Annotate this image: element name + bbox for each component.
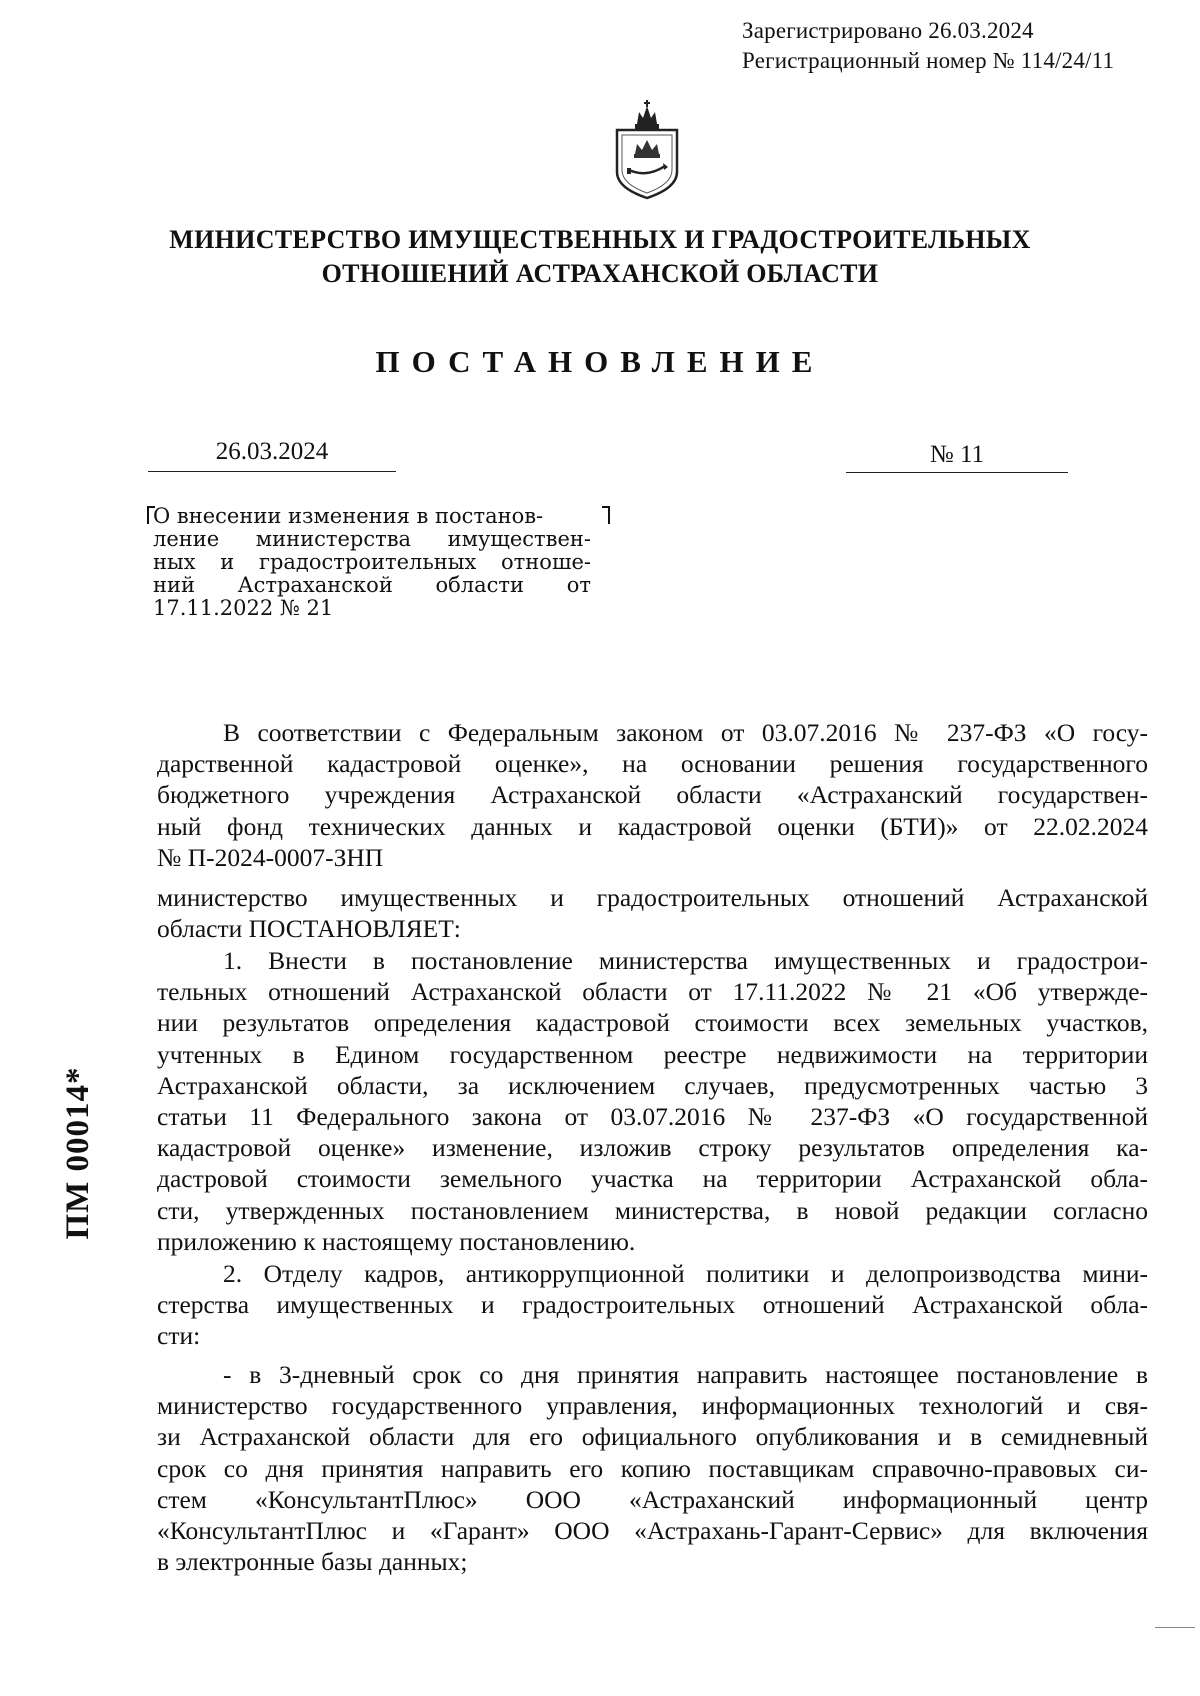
resolves-paragraph <box>157 882 1148 944</box>
body-line: № П-2024-0007-ЗНП <box>157 842 384 872</box>
document-type-heading: ПОСТАНОВЛЕНИЕ <box>375 344 825 379</box>
astrakhan-coat-of-arms-icon <box>613 100 681 200</box>
subject-line: О внесении изменения в постанов- <box>153 504 544 528</box>
document-number: № 11 <box>846 440 1068 473</box>
registration-stamp <box>742 16 1172 76</box>
body-line: В соответствии с Федеральным законом от 03.07.2016 № 237-ФЗ «О госу- <box>223 718 1148 747</box>
form-code-stamp: ПМ 00014* <box>60 1066 96 1240</box>
body-line: дастровой стоимости земельного участка на территории Астраханской обла- <box>157 1164 1148 1194</box>
body-line: нии результатов определения кадастровой стоимости всех земельных участков, <box>157 1008 1148 1038</box>
subject-bracket-right <box>602 506 610 524</box>
body-line: бюджетного учреждения Астраханской области «Астраханский государствен- <box>157 780 1148 810</box>
ministry-title-line-1: МИНИСТЕРСТВО ИМУЩЕСТВЕННЫХ И ГРАДОСТРОИТЕЛЬНЫХ <box>169 225 1031 254</box>
body-line: в электронные базы данных; <box>157 1547 468 1577</box>
page-edge-mark <box>1155 1627 1195 1628</box>
body-line: 1. Внести в постановление министерства имущественных и градострои- <box>223 946 1148 975</box>
body-line: статьи 11 Федерального закона от 03.07.2016 № 237-ФЗ «О государственной <box>157 1102 1148 1132</box>
document-subject <box>153 505 591 620</box>
body-line: области ПОСТАНОВЛЯЕТ: <box>157 914 461 944</box>
body-line: 2. Отделу кадров, антикоррупционной политики и делопроизводства мини- <box>223 1259 1148 1288</box>
subject-line: 17.11.2022 № 21 <box>153 596 334 620</box>
body-line: стем «КонсультантПлюс» ООО «Астраханский информационный центр <box>157 1484 1148 1514</box>
subject-line: ление министерства имуществен- <box>153 527 591 551</box>
subject-line: ний Астраханской области от <box>153 573 591 597</box>
body-line: кадастровой оценке» изменение, изложив строку результатов определения ка- <box>157 1133 1148 1163</box>
body-line: зи Астраханской области для его официального опубликования и в семидневный <box>157 1422 1148 1452</box>
body-line: учтенных в Едином государственном реестре недвижимости на территории <box>157 1039 1148 1069</box>
ministry-title-line-2: ОТНОШЕНИЙ АСТРАХАНСКОЙ ОБЛАСТИ <box>321 259 879 288</box>
document-date: 26.03.2024 <box>148 437 396 472</box>
registration-number: Регистрационный номер № 114/24/11 <box>742 48 1115 73</box>
body-line: министерство государственного управления, информационных технологий и свя- <box>157 1391 1148 1421</box>
body-line: дарственной кадастровой оценке», на основании решения государственного <box>157 749 1148 779</box>
body-line: сти: <box>157 1321 201 1351</box>
body-line: тельных отношений Астраханской области от 17.11.2022 № 21 «Об утвержде- <box>157 977 1148 1007</box>
body-line: ный фонд технических данных и кадастровой оценки (БТИ)» от 22.02.2024 <box>157 811 1148 841</box>
body-line: приложению к настоящему постановлению. <box>157 1226 636 1256</box>
body-line: срок со дня принятия направить его копию поставщикам справочно-правовых си- <box>157 1453 1148 1483</box>
ministry-title <box>150 223 1050 291</box>
item-2-paragraph <box>157 1258 1148 1352</box>
body-line: стерства имущественных и градостроительных отношений Астраханской обла- <box>157 1290 1148 1320</box>
body-line: «КонсультантПлюс и «Гарант» ООО «Астрахань-Гарант-Сервис» для включения <box>157 1516 1148 1546</box>
item-2-subitem-paragraph <box>157 1359 1148 1577</box>
registration-date: Зарегистрировано 26.03.2024 <box>742 18 1034 43</box>
subject-line: ных и градостроительных отноше- <box>153 550 591 574</box>
body-line: сти, утвержденных постановлением министерства, в новой редакции согласно <box>157 1195 1148 1225</box>
preamble-paragraph <box>157 717 1148 873</box>
body-line: министерство имущественных и градостроительных отношений Астраханской <box>157 883 1148 912</box>
body-line: - в 3-дневный срок со дня принятия направить настоящее постановление в <box>223 1360 1148 1389</box>
item-1-paragraph <box>157 945 1148 1257</box>
body-line: Астраханской области, за исключением случаев, предусмотренных частью 3 <box>157 1070 1148 1100</box>
